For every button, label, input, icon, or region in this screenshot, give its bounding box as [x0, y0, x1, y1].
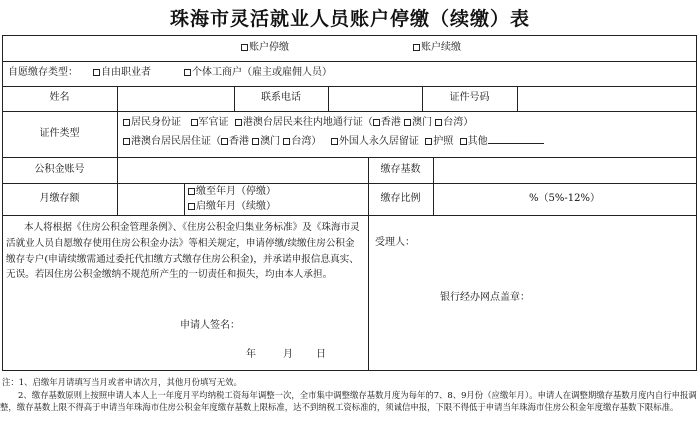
- id-card-checkbox[interactable]: [123, 119, 130, 126]
- monthly-amount-label: 月缴存额: [39, 193, 80, 204]
- resume-option[interactable]: 账户续缴: [413, 42, 461, 54]
- pay-start-checkbox[interactable]: [188, 203, 195, 210]
- suspend-option[interactable]: 账户停缴: [241, 42, 289, 54]
- other-checkbox[interactable]: [460, 138, 467, 145]
- permit-tw-checkbox[interactable]: [435, 119, 442, 126]
- phone-label: 联系电话: [261, 92, 301, 103]
- date-year: 年: [246, 349, 256, 360]
- permit-mo-checkbox[interactable]: [404, 119, 411, 126]
- date-month: 月: [283, 349, 293, 360]
- note-1: 注：1、启缴年月请填写当月或者申请次月，其他月份填写无效。: [2, 377, 242, 387]
- residence-hk-checkbox[interactable]: [221, 138, 228, 145]
- permit-hk-checkbox[interactable]: [373, 119, 380, 126]
- fund-base-label: 缴存基数: [380, 164, 421, 175]
- receiver-label: 受理人：: [375, 237, 415, 248]
- residence-tw-checkbox[interactable]: [283, 138, 290, 145]
- cert-type-line2: 港澳台居民居住证（ 香港 澳门 台湾） 外国人永久居留证 护照 其他: [123, 134, 544, 148]
- self-employed-checkbox[interactable]: [184, 69, 191, 76]
- cert-number-field[interactable]: [518, 87, 696, 110]
- foreigner-checkbox[interactable]: [331, 138, 338, 145]
- freelancer-option[interactable]: 自由职业者: [93, 67, 151, 79]
- applicant-sign-label: 申请人签名：: [180, 320, 240, 331]
- fund-account-label: 公积金账号: [34, 164, 85, 175]
- resume-checkbox[interactable]: [413, 44, 420, 51]
- note-2: 2、缴存基数原则上按照申请人本人上一年度月平均纳税工资每年调整一次，全市集中调整缴存基数月度为每年的7、8、9月份（应缴年月）。申请人在调整期缴存基数月度内自行申报调整，缴存基数上限不得高于申请当年珠海市住房公积金年度缴存基数上限标准，达不到纳税工资标准的，须诚信申报，下限不得低于申请当年珠海市住房公积金年度缴存基数下限标准。: [0, 390, 697, 412]
- cert-number-label: 证件号码: [449, 92, 490, 103]
- permit-checkbox[interactable]: [235, 119, 242, 126]
- ratio-value[interactable]: %（5%-12%）: [529, 193, 600, 204]
- residence-mo-checkbox[interactable]: [252, 138, 259, 145]
- passport-checkbox[interactable]: [425, 138, 432, 145]
- pay-until-checkbox[interactable]: [188, 188, 195, 195]
- bank-seal-label: 银行经办网点盖章：: [440, 292, 530, 303]
- officer-checkbox[interactable]: [191, 119, 198, 126]
- phone-field[interactable]: [329, 87, 421, 110]
- pay-start-option[interactable]: 启缴年月（续缴）: [188, 201, 276, 213]
- ratio-label: 缴存比例: [380, 193, 421, 204]
- fund-account-field[interactable]: [118, 158, 367, 182]
- pay-until-option[interactable]: 缴至年月（停缴）: [188, 186, 276, 198]
- name-field[interactable]: [118, 87, 233, 110]
- form-title: 珠海市灵活就业人员账户停缴（续缴）表: [169, 8, 530, 30]
- other-input[interactable]: [488, 134, 544, 144]
- voluntary-type-label: 自愿缴存类型：: [8, 67, 78, 78]
- fund-base-field[interactable]: [434, 158, 696, 182]
- self-employed-option[interactable]: 个体工商户（雇主或雇佣人员）: [184, 67, 332, 79]
- name-label: 姓名: [49, 92, 70, 103]
- date-day: 日: [316, 349, 326, 360]
- declaration-text: 本人将根据《住房公积金管理条例》、《住房公积金归集业务标准》及《珠海市灵活就业人员自愿缴存使用住房公积金办法》等相关规定，申请停缴/续缴住房公积金缴存专户(申请续缴需通过委托代扣缴方式缴存住房公积金)，并承诺申报信息真实、无误。若因住房公积金缴纳不规范所产生的一切责任和损失，均由本人承担。: [6, 222, 360, 281]
- monthly-amount-field[interactable]: [118, 184, 183, 214]
- residence-checkbox[interactable]: [123, 138, 130, 145]
- freelancer-checkbox[interactable]: [93, 69, 100, 76]
- cert-type-line1: 居民身份证 军官证 港澳台居民来往内地通行证（ 香港 澳门 台湾）: [123, 117, 473, 129]
- cert-type-label: 证件类型: [39, 128, 80, 139]
- suspend-checkbox[interactable]: [241, 44, 248, 51]
